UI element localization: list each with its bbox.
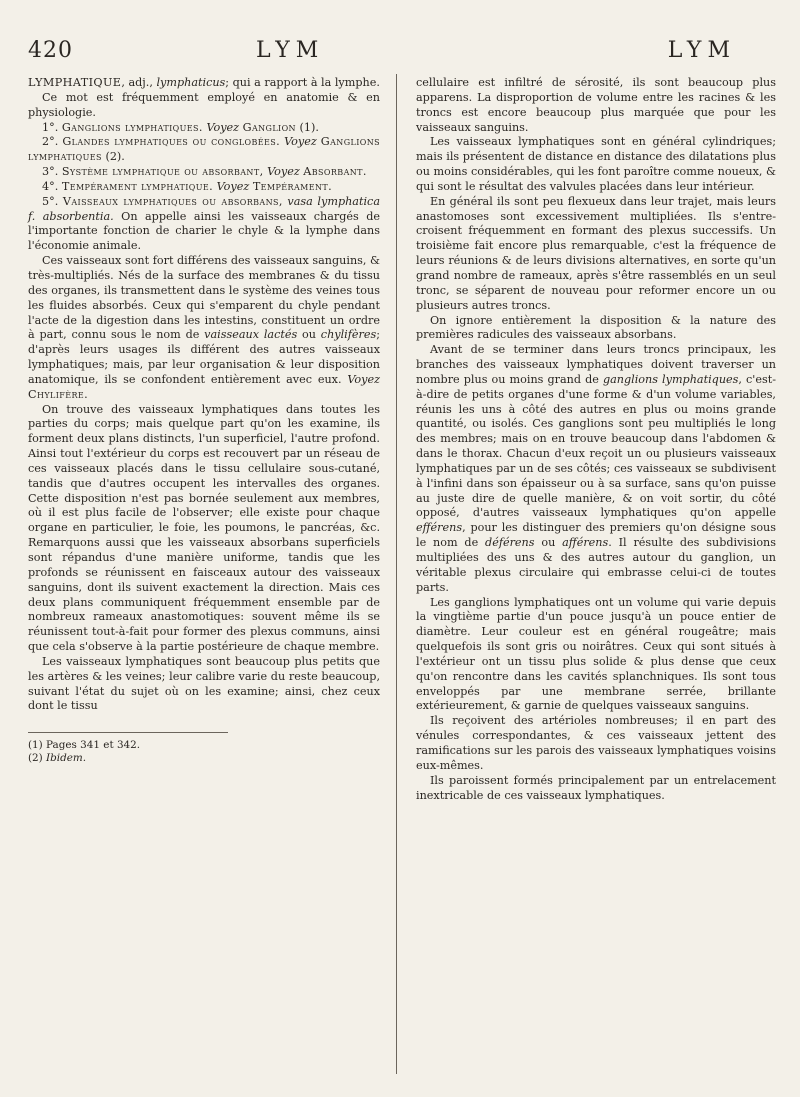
paragraph-calibre: Les vaisseaux lymphatiques sont beaucoup plus petits que les artères & les veines; leur calibre varie du reste beaucoup, suivant l'état du sujet où on les examine; ainsi, chez ceux dont le tissu (28, 654, 380, 713)
paragraph-radicles: On ignore entièrement la disposition & la nature des premières radicules des vaisseaux absorbans. (416, 313, 776, 342)
headword-paragraph: LYMPHATIQUE, adj., lymphaticus; qui a rapport à la lymphe. (28, 76, 380, 89)
paragraph-formation: Ils paroissent formés principalement par un entrelacement inextricable de ces vaisseaux lymphatiques. (416, 773, 776, 802)
paragraph-ganglion-volume: Les ganglions lymphatiques ont un volume qui varie depuis la vingtième partie d'un pouce jusqu'à un pouce entier de diamètre. Leur couleur est en général rougeâtre; mais quelquefois ils sont gris ou noirâtres. Ceux qui sont situés à l'extérieur ont un tissu plus solide & plus dense que ceux qu'on rencontre dans les cavités splanchniques. Ils sont tous enveloppés par une membrane serrée, brillante extérieurement, & garnie de quelques vaisseaux sanguins. (416, 595, 776, 713)
paragraph-shape: Les vaisseaux lymphatiques sont en général cylindriques; mais ils présentent de distance en distance des dilatations plus ou moins considérables, qui les font paroître comme noueux, & qui sont le résultat des valvules placées dans leur intérieur. (416, 135, 776, 193)
page-header (28, 38, 776, 70)
entry-1: 1°. Ganglions lymphatiques. Voyez Ganglion (1). (42, 120, 319, 134)
intro-paragraph: Ce mot est fréquemment employé en anatomie & en physiologie. (28, 90, 380, 119)
footnote-1: (1) Pages 341 et 342. (28, 739, 141, 752)
left-column (28, 76, 380, 765)
entry-3: 3°. Système lymphatique ou absorbant, Voyez Absorbant. (42, 165, 367, 179)
entry-4: 4°. Tempérament lymphatique. Voyez Tempérament. (42, 179, 333, 193)
paragraph-continued: cellulaire est infiltré de sérosité, ils sont beaucoup plus apparens. La disproportion de volume entre les racines & les troncs est encore beaucoup plus marquée que pour les vaisseaux sanguins. (416, 76, 776, 134)
running-head-left: LYM (256, 38, 325, 63)
footnotes (28, 732, 228, 765)
entry-5: 5°. Vaisseaux lymphatiques ou absorbans, vasa lymphatica f. absorbentia. On appelle ainsi les vaisseaux chargés de l'importante fonction de charier le chyle & la lymphe dans l'économie animale. (28, 194, 380, 253)
column-divider (396, 74, 397, 1074)
paragraph-arterioles: Ils reçoivent des artérioles nombreuses; il en part des vénules correspondantes, & ces vaisseaux jettent des ramifications sur les parois des vaisseaux lymphatiques voisins eux-mêmes. (416, 714, 776, 772)
footnote-2: (2) Ibidem. (28, 752, 87, 765)
paragraph-anastomoses: En général ils sont peu flexueux dans leur trajet, mais leurs anastomoses sont excessivement multipliées. Ils s'entre-croisent fréquemment en formant des plexus successifs. Un troisième fait encore plus remarquable, c'est la fréquence de leurs réunions & de leurs divisions alternatives, en sorte qu'un grand nombre de rameaux, après s'être rassemblés en un seul tronc, se séparent de nouveau pour reformer encore un ou plusieurs autres troncs. (416, 194, 776, 312)
entry-2: 2°. Glandes lymphatiques ou conglobées. Voyez Ganglions lymphatiques (2). (28, 135, 380, 164)
headword: LYMPHATIQUE (28, 76, 122, 89)
running-head-right: LYM (667, 38, 736, 63)
paragraph-planes: On trouve des vaisseaux lymphatiques dans toutes les parties du corps; mais quelque part qu'on les examine, ils forment deux plans distincts, l'un superficiel, l'autre profond. Ainsi tout l'extérieur du corps est recouvert par un réseau de ces vaisseaux placés dans le tissu cellulaire sous-cutané, tandis que d'autres occupent les intervalles des organes. Cette disposition n'est pas bornée seulement aux membres, où il est plus facile de l'observer; elle existe pour chaque organe en particulier, le foie, les poumons, le pancréas, &c. Remarquons aussi que les vaisseaux absorbans superficiels sont répandus d'une manière uniforme, tandis que les profonds se réunissent en faisceaux autour des vaisseaux sanguins, dont ils suivent exactement la direction. Mais ces deux plans communiquent fréquemment ensemble par de nombreux rameaux anastomotiques: souvent même ils se réunissent tout-à-fait pour former des plexus communs, ainsi que cela s'observe à la partie postérieure de chaque membre. (28, 402, 380, 654)
paragraph-ganglions: Avant de se terminer dans leurs troncs principaux, les branches des vaisseaux lymphatiques doivent traverser un nombre plus ou moins grand de ganglions lymphatiques, c'est-à-dire de petits organes d'une forme & d'un volume variables, réunis les uns à côté des autres en plus ou moins grande quantité, ou isolés. Ces ganglions sont peu multipliés le long des membres; mais on en trouve beaucoup dans l'abdomen & dans le thorax. Chacun d'eux reçoit un ou plusieurs vaisseaux lymphatiques par un de ses côtés; ces vaisseaux se subdivisent à l'infini dans son épaisseur ou à sa surface, sans qu'on puisse au juste dire de quelle manière, & on voit sortir, du côté opposé, d'autres vaisseaux lymphatiques qu'on appelle efférens, pour les distinguer des premiers qu'on désigne sous le nom de déférens ou afférens. Il résulte des subdivisions multipliées des uns & des autres autour du ganglion, un véritable plexus circulaire qui embrasse celui-ci de toutes parts. (416, 343, 776, 594)
right-column (416, 76, 776, 803)
paragraph-vessels: Ces vaisseaux sont fort différens des vaisseaux sanguins, & très-multipliés. Nés de la surface des membranes & du tissu des organes, ils transmettent dans le système des veines tous les fluides absorbés. Ceux qui s'emparent du chyle pendant l'acte de la digestion dans les intestins, constituent un ordre à part, connu sous le nom de vaisseaux lactés ou chylifères; d'après leurs usages ils différent des autres vaisseaux lymphatiques; mais, par leur organisation & leur disposition anatomique, ils se confondent entièrement avec eux. Voyez Chylifère. (28, 254, 380, 401)
page-number: 420 (28, 38, 73, 63)
